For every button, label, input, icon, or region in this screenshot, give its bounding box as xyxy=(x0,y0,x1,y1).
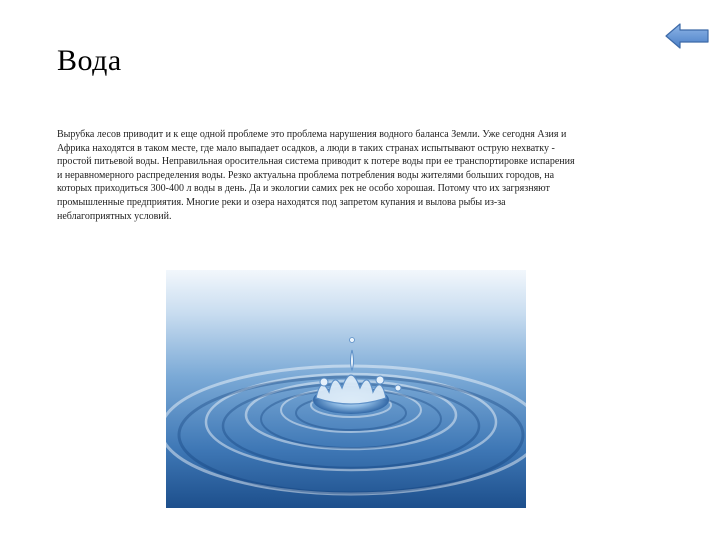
slide-body-text: Вырубка лесов приводит и к еще одной проблеме это проблема нарушения водного баланса Земли. Уже сегодня Азия и Африка находятся в таком месте, где мало выпадает осадков, а люди в таких странах испытывают острую нехватку - простой питьевой воды. Неправильная оросительная система приводит к потере воды при ее транспортировке испарения и неравномерного распределения воды. Резко актуальна проблема потребления воды жителями больших городов, на которых приходиться 300-400 л воды в день. Да и экологии самих рек не особо хорошая. Потому что их загрязняют промышленные предприятия. Многие реки и озера находятся под запретом купания и вылова рыбы из-за неблагоприятных условий. xyxy=(57,129,575,222)
arrow-left-icon xyxy=(664,22,710,50)
water-drop-photo xyxy=(166,270,526,508)
slide-title: Вода xyxy=(57,44,122,77)
back-button[interactable] xyxy=(664,22,710,50)
